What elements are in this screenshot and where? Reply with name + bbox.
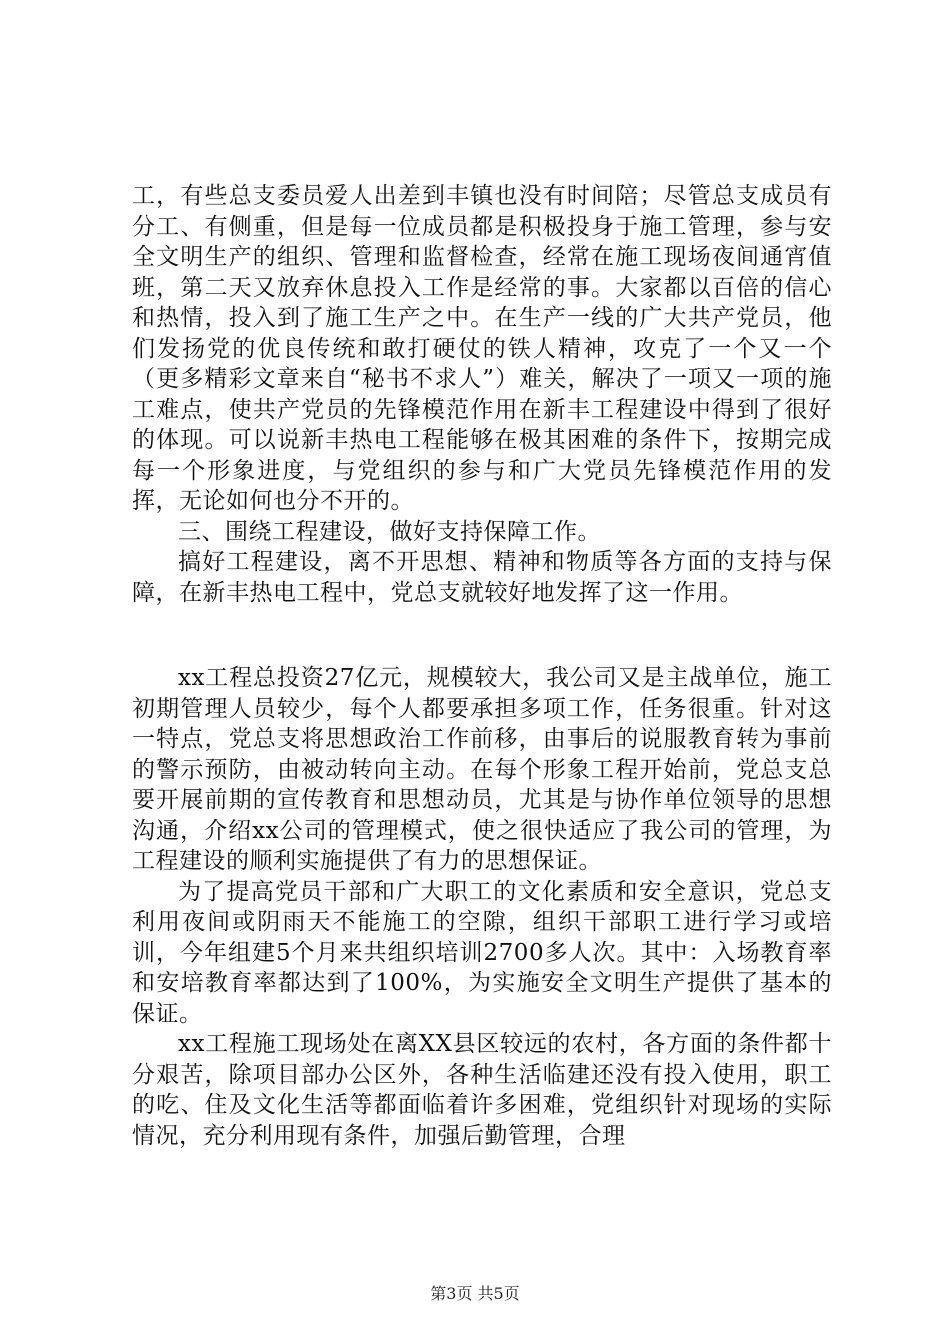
paragraph: 搞好工程建设，离不开思想、精神和物质等各方面的支持与保障，在新丰热电工程中，党总支就较好地发挥了这一作用。	[132, 549, 832, 606]
document-body-bottom	[132, 663, 832, 1151]
paragraph: 为了提高党员干部和广大职工的文化素质和安全意识，党总支利用夜间或阴雨天不能施工的空隙，组织干部职工进行学习或培训，今年组建5个月来共组织培训2700多人次。其中：入场教育率和安培教育率都达到了100%，为实施安全文明生产提供了基本的保证。	[132, 878, 832, 1027]
paragraph: xx工程总投资27亿元，规模较大，我公司又是主战单位，施工初期管理人员较少，每个人都要承担多项工作，任务很重。针对这一特点，党总支将思想政治工作前移，由事后的说服教育转为事前的警示预防，由被动转向主动。在每个形象工程开始前，党总支总要开展前期的宣传教育和思想动员，尤其是与协作单位领导的思想沟通，介绍xx公司的管理模式，使之很快适应了我公司的管理，为工程建设的顺利实施提供了有力的思想保证。	[132, 665, 832, 874]
document-body-top	[132, 181, 832, 608]
paragraph-continuation: 工，有些总支委员爱人出差到丰镇也没有时间陪；尽管总支成员有分工、有侧重，但是每一位成员都是积极投身于施工管理，参与安全文明生产的组织、管理和监督检查，经常在施工现场夜间通宵值班，第二天又放弃休息投入工作是经常的事。大家都以百倍的信心和热情，投入到了施工生产之中。在生产一线的广大共产党员，他们发扬党的优良传统和敢打硬仗的铁人精神，攻克了一个又一个（更多精彩文章来自“秘书不求人”）难关，解决了一项又一项的施工难点，使共产党员的先锋模范作用在新丰工程建设中得到了很好的体现。可以说新丰热电工程能够在极其困难的条件下，按期完成每一个形象进度，与党组织的参与和广大党员先锋模范作用的发挥，无论如何也分不开的。	[132, 183, 832, 514]
paragraph: xx工程施工现场处在离XX县区较远的农村，各方面的条件都十分艰苦，除项目部办公区外，各种生活临建还没有投入使用，职工的吃、住及文化生活等都面临着许多困难，党组织针对现场的实际情况，充分利用现有条件，加强后勤管理，合理	[132, 1031, 832, 1149]
section-heading: 三、围绕工程建设，做好支持保障工作。	[178, 518, 601, 545]
page-number-footer: 第3页 共5页	[430, 1284, 520, 1303]
